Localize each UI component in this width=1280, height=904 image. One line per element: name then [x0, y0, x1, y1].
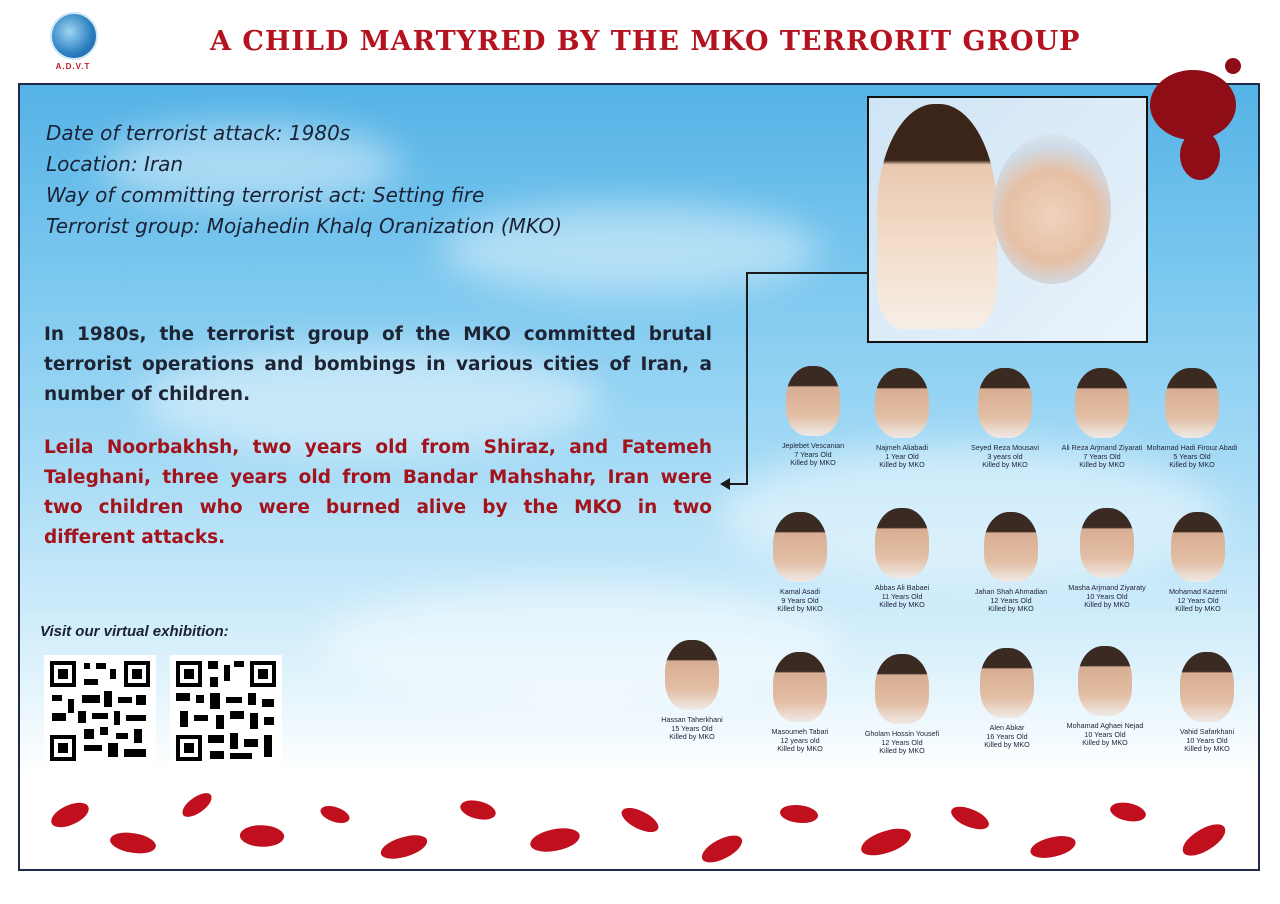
child-caption: [1143, 588, 1253, 614]
rose-petal-decoration: [239, 822, 286, 850]
child-note: Killed by MKO: [777, 744, 823, 754]
child-age: 5 Years Old: [1173, 451, 1211, 461]
fact-group: Terrorist group: Mojahedin Khalq Oranization (MKO): [46, 214, 563, 238]
child-photo: [1080, 508, 1134, 578]
child-caption: [952, 724, 1062, 750]
child-age: 7 Years Old: [1083, 451, 1121, 461]
child-note: Killed by MKO: [669, 732, 715, 742]
rose-petal-decoration: [858, 825, 914, 859]
child-age: 12 Years Old: [990, 595, 1032, 605]
child-name: Hassan Taherkhani: [661, 715, 723, 724]
child-note: Killed by MKO: [1175, 604, 1221, 614]
child-photo: [980, 648, 1034, 718]
blood-splatter-decoration: [1225, 58, 1241, 74]
exhibition-label: Visit our virtual exhibition:: [40, 623, 229, 640]
child-note: Killed by MKO: [1079, 460, 1125, 470]
child-age: 1 Year Old: [885, 451, 919, 461]
rose-petal-decoration: [1108, 798, 1148, 826]
rose-petal-decoration: [618, 802, 661, 838]
child-name: Jeplebet Vescanian: [781, 441, 845, 450]
child-card: [1152, 652, 1262, 754]
rose-petal-decoration: [178, 790, 215, 821]
child-caption: [847, 730, 957, 756]
child-age: 10 Years Old: [1186, 735, 1228, 745]
rose-petal-decoration: [698, 831, 746, 866]
child-age: 11 Years Old: [881, 591, 923, 601]
child-age: 3 years old: [987, 451, 1023, 461]
advt-logo: [44, 12, 104, 76]
child-photo: [786, 366, 840, 436]
child-note: Killed by MKO: [1169, 460, 1215, 470]
child-card: [745, 512, 855, 614]
connector-line: [728, 483, 748, 485]
child-photo: [1180, 652, 1234, 722]
child-name: Abbas Ali Babaei: [874, 583, 930, 592]
child-photo: [875, 654, 929, 724]
child-name: Mohamad Hadi Firouz Abadi: [1146, 443, 1238, 452]
child-caption: [745, 588, 855, 614]
child-name: Jahan Shah Ahmadian: [974, 587, 1048, 596]
child-age: 7 Years Old: [794, 449, 832, 459]
rose-petal-decoration: [1029, 834, 1077, 860]
child-card: [847, 368, 957, 470]
child-caption: [745, 728, 855, 754]
child-name: Alen Abkar: [989, 723, 1025, 732]
child-age: 15 Years Old: [671, 723, 713, 733]
intro-paragraph: In 1980s, the terrorist group of the MKO committed brutal terrorist operations and bombings in various cities of Iran, a number of children.: [44, 324, 712, 405]
child-card: [847, 508, 957, 610]
child-caption: [847, 584, 957, 610]
child-card: [637, 640, 747, 742]
child-note: Killed by MKO: [777, 604, 823, 614]
rose-petal-decoration: [1178, 820, 1231, 861]
child-photo: [773, 652, 827, 722]
child-note: Killed by MKO: [984, 740, 1030, 750]
child-card: [1137, 368, 1247, 470]
blood-splatter-decoration: [1150, 70, 1236, 140]
rose-petal-decoration: [779, 801, 820, 827]
child-photo: [875, 508, 929, 578]
child-note: Killed by MKO: [879, 600, 925, 610]
child-photo: [875, 368, 929, 438]
child-name: Mohamad Aghaei Nejad: [1066, 721, 1144, 730]
child-caption: [1152, 728, 1262, 754]
qr-code-icon: [170, 655, 282, 767]
rose-petal-decoration: [529, 826, 581, 853]
qr-code-exhibition-2[interactable]: [170, 655, 282, 767]
child-caption: [637, 716, 747, 742]
child-note: Killed by MKO: [879, 460, 925, 470]
child-card: [745, 652, 855, 754]
child-age: 12 years old: [780, 735, 820, 745]
child-card: [1050, 646, 1160, 748]
page-title: A CHILD MARTYRED BY THE MKO TERRORIT GROUP: [210, 26, 1081, 57]
child-card: [952, 648, 1062, 750]
fact-method: Way of committing terrorist act: Setting fire: [46, 183, 485, 207]
victims-paragraph: Leila Noorbakhsh, two years old from Shiraz, and Fatemeh Taleghani, three years old from Bandar Mahshahr, Iran were two children who were burned alive by the MKO in two different attacks.: [44, 437, 712, 548]
fact-date: Date of terrorist attack: 1980s: [46, 121, 351, 145]
child-age: 16 Years Old: [986, 731, 1028, 741]
child-card: [847, 654, 957, 756]
child-age: 12 Years Old: [881, 737, 923, 747]
child-note: Killed by MKO: [1084, 600, 1130, 610]
child-card: [956, 512, 1066, 614]
qr-code-exhibition-1[interactable]: [44, 655, 156, 767]
child-note: Killed by MKO: [988, 604, 1034, 614]
child-photo: [978, 368, 1032, 438]
connector-line: [746, 272, 748, 484]
rose-petal-decoration: [48, 799, 92, 830]
child-name: Vahid Safarkhani: [1179, 727, 1235, 736]
child-photo: [773, 512, 827, 582]
child-name: Masha Arjmand Ziyaraty: [1068, 583, 1146, 592]
child-name: Gholam Hossin Yousefi: [864, 729, 940, 738]
child-photo: [665, 640, 719, 710]
logo-text: A.D.V.T: [55, 62, 91, 71]
child-note: Killed by MKO: [982, 460, 1028, 470]
child-name: Masoumeh Tabari: [771, 727, 829, 736]
child-caption: [1137, 444, 1247, 470]
child-note: Killed by MKO: [1082, 738, 1128, 748]
rose-petal-decoration: [458, 795, 498, 824]
rose-petal-decoration: [318, 801, 352, 827]
qr-code-icon: [44, 655, 156, 767]
fact-location: Location: Iran: [46, 152, 184, 176]
connector-line: [746, 272, 868, 274]
arrow-left-icon: [720, 478, 730, 490]
child-photo: [1075, 368, 1129, 438]
rose-petal-decoration: [948, 801, 992, 836]
child-caption: [847, 444, 957, 470]
child-note: Killed by MKO: [1184, 744, 1230, 754]
child-photo: [984, 512, 1038, 582]
featured-photo-frame: [867, 96, 1148, 343]
rose-petal-decoration: [378, 832, 429, 862]
child-caption: [950, 444, 1060, 470]
featured-child-photo: [993, 134, 1111, 284]
child-note: Killed by MKO: [879, 746, 925, 756]
child-name: Seyed Reza Mousavi: [971, 443, 1039, 452]
featured-child-photo: [877, 104, 997, 329]
child-name: Najmeh Aliabadi: [876, 443, 928, 452]
blood-splatter-decoration: [1180, 130, 1220, 180]
child-age: 12 Years Old: [1177, 595, 1219, 605]
child-name: Ali Reza Arjmand Ziyarati: [1061, 443, 1143, 452]
attack-facts: [46, 118, 562, 242]
rose-petal-decoration: [108, 828, 157, 859]
child-card: [950, 368, 1060, 470]
child-name: Mohamad Kazemi: [1169, 587, 1227, 596]
child-age: 9 Years Old: [781, 595, 819, 605]
child-caption: [1050, 722, 1160, 748]
child-name: Kamal Asadi: [780, 587, 820, 596]
child-note: Killed by MKO: [790, 458, 836, 468]
child-caption: [956, 588, 1066, 614]
child-photo: [1078, 646, 1132, 716]
child-age: 10 Years Old: [1086, 591, 1128, 601]
child-photo: [1165, 368, 1219, 438]
child-age: 10 Years Old: [1084, 729, 1126, 739]
child-photo: [1171, 512, 1225, 582]
child-card: [1143, 512, 1253, 614]
logo-emblem-icon: [50, 12, 98, 60]
